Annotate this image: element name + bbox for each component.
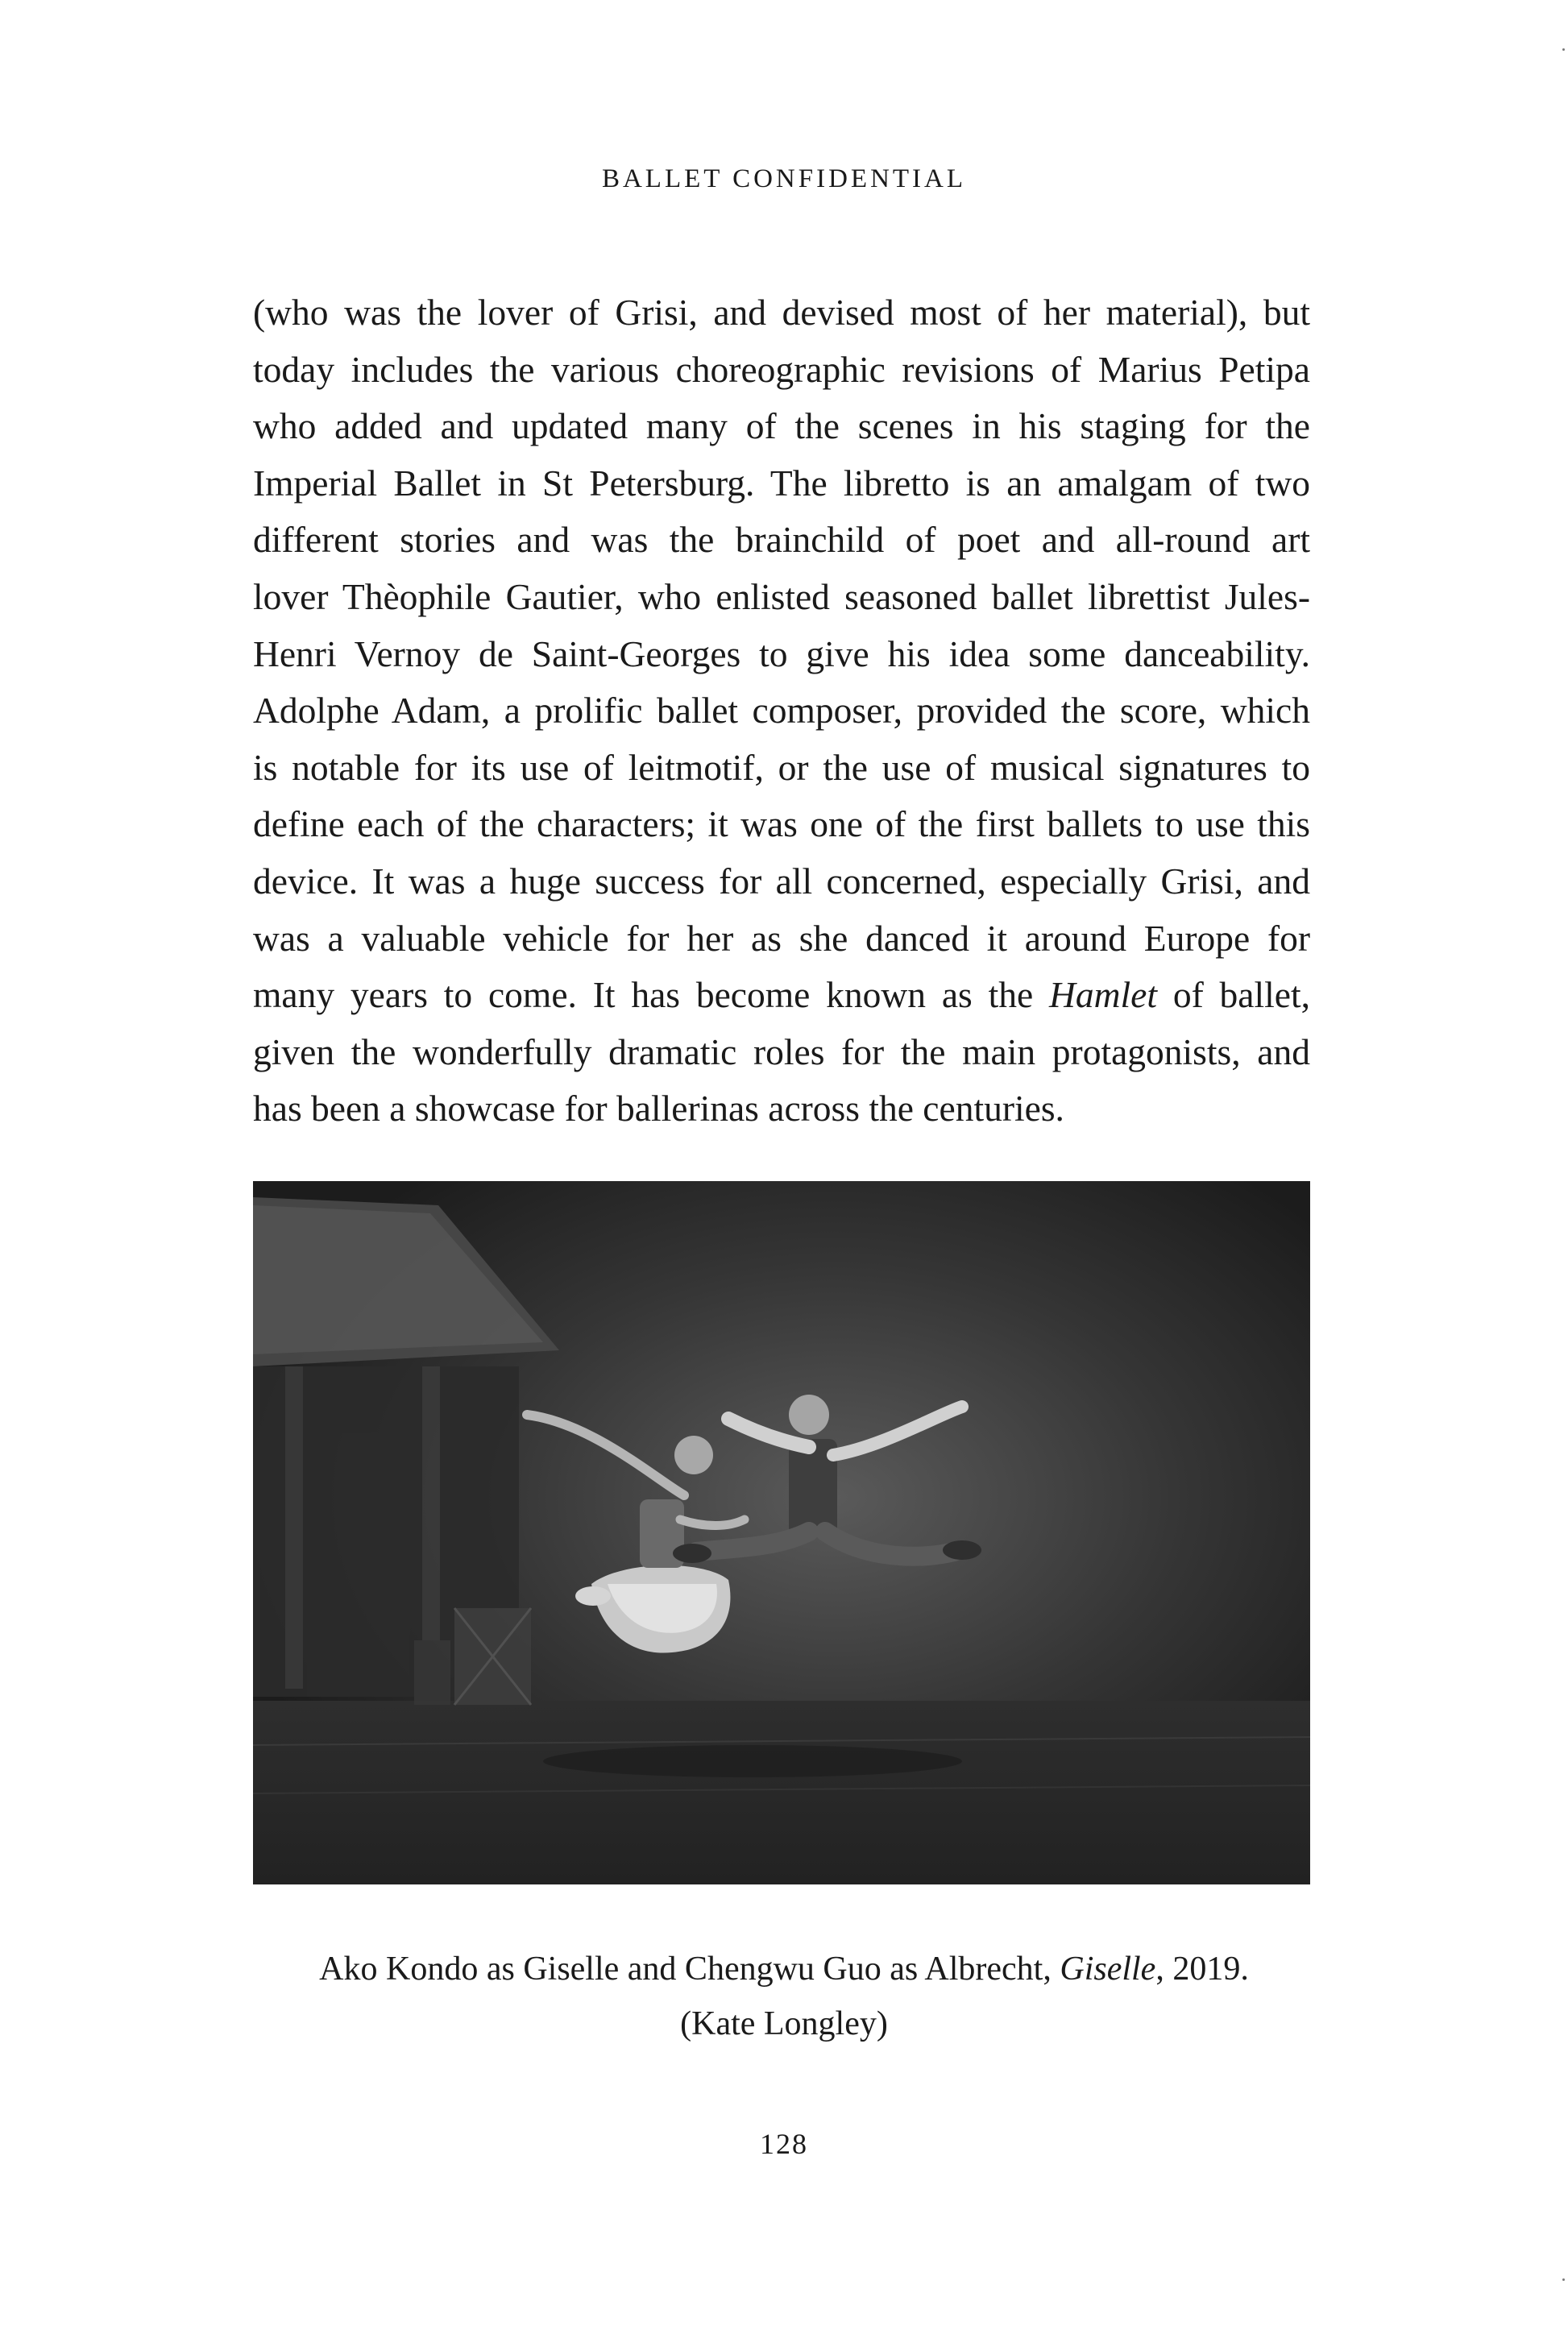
caption-line (0, 1942, 1568, 1996)
crop-mark (1562, 2278, 1565, 2281)
body-text (253, 284, 1310, 1138)
ballet-photo (253, 1181, 1310, 1884)
text-line-with-italic (253, 967, 1310, 1024)
text-line: Henri Vernoy de Saint-Georges to give his idea some danceability. (253, 632, 1310, 674)
caption-italic-title: Giselle (1060, 1951, 1156, 1988)
italic-title: Hamlet (1049, 974, 1157, 1016)
text-line: was a valuable vehicle for her as she danced it around Europe for (253, 917, 1310, 959)
text-line: (who was the lover of Grisi, and devised most of her material), but (253, 292, 1310, 333)
floor-shadow (543, 1745, 962, 1777)
text-line: is notable for its use of leitmotif, or the use of musical signatures to (253, 746, 1310, 788)
photo-illustration (253, 1181, 1310, 1884)
text-segment: of ballet, (1156, 974, 1310, 1016)
crop-mark (1562, 48, 1565, 51)
text-line: Imperial Ballet in St Petersburg. The libretto is an amalgam of two (253, 462, 1310, 504)
text-line: given the wonderfully dramatic roles for the main protagonists, and (253, 1030, 1310, 1072)
text-line: different stories and was the brainchild of poet and all-round art (253, 519, 1310, 561)
text-line: Adolphe Adam, a prolific ballet composer, provided the score, which (253, 690, 1310, 732)
photo-credit: (Kate Longley) (680, 2005, 888, 2042)
text-line: device. It was a huge success for all concerned, especially Grisi, and (253, 860, 1310, 902)
text-line: define each of the characters; it was one of the first ballets to use this (253, 803, 1310, 845)
caption-text: , 2019. (1155, 1951, 1249, 1988)
text-line: who added and updated many of the scenes in his staging for the (253, 405, 1310, 447)
running-head: BALLET CONFIDENTIAL (601, 164, 967, 193)
text-segment: many years to come. It has become known as the (253, 974, 1050, 1016)
text-line: lover Thèophile Gautier, who enlisted seasoned ballet librettist Jules- (253, 575, 1310, 617)
text-line: today includes the various choreographic revisions of Marius Petipa (253, 348, 1310, 390)
text-line: has been a showcase for ballerinas across the centuries. (253, 1088, 1064, 1130)
caption-text: Ako Kondo as Giselle and Chengwu Guo as Albrecht, (319, 1951, 1060, 1988)
page-number: 128 (760, 2128, 808, 2160)
figure-caption (0, 1942, 1568, 2051)
